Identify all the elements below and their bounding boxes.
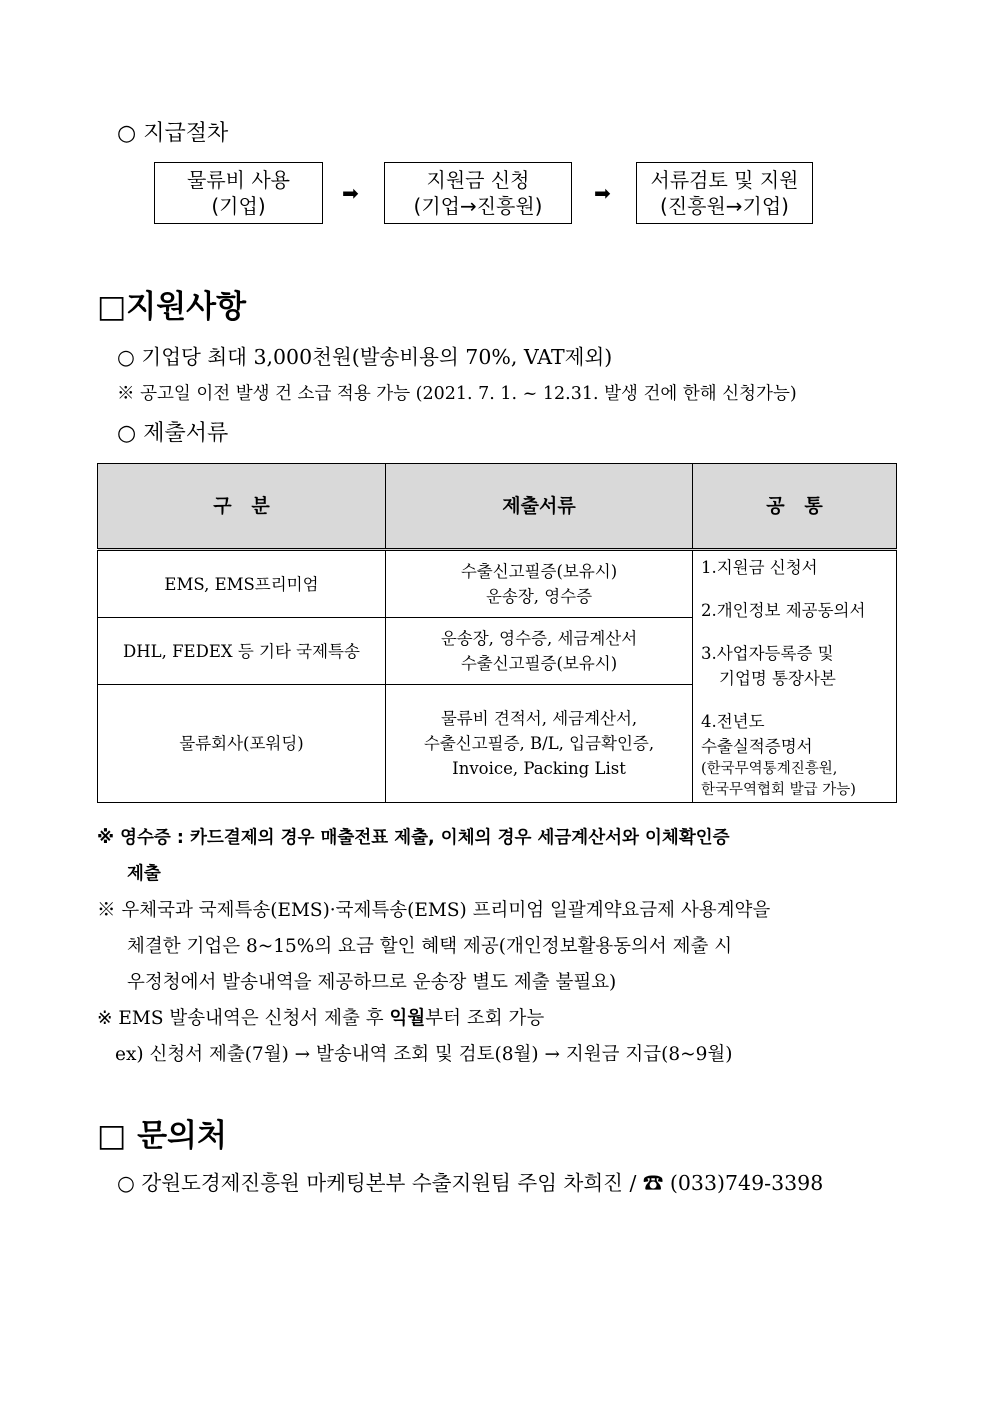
flow-step-label: 서류검토 및 지원 [650,168,799,192]
support-heading: □지원사항 [97,289,247,325]
header-documents: 제출서류 [386,464,693,550]
ems-contract-note-cont: 우정청에서 발송내역을 제공하므로 운송장 별도 제출 불필요) [127,972,617,993]
common-item: (한국무역통계진흥원, [701,761,838,777]
document-line: 수출신고필증(보유시) [460,562,618,581]
ems-history-bold: 익월 [389,1008,426,1029]
flow-arrow-icon: ➡ [342,181,359,205]
receipt-note: ※ 영수증 : 카드결제의 경우 매출전표 제출, 이체의 경우 세금계산서와 이체확인증 [97,828,730,848]
header-category: 구 분 [98,464,386,550]
document-line: Invoice, Packing List [452,759,626,778]
common-item: 한국무역협회 발급 가능) [701,782,856,798]
document-line: 운송장, 영수증 [485,587,593,606]
flow-step-usage [154,162,323,224]
flow-step-apply [384,162,572,224]
flow-step-sub: (기업→진흥원) [413,194,543,218]
docs-title: ○ 제출서류 [117,421,229,446]
documents-cell [386,685,693,803]
contact-line: ○ 강원도경제진흥원 마케팅본부 수출지원팀 주임 차희진 / ☎ (033)749-3398 [117,1171,824,1195]
ems-history-text: 부터 조회 가능 [425,1008,545,1029]
ems-history-text: ※ EMS 발송내역은 신청서 제출 후 [97,1008,390,1029]
category-cell: DHL, FEDEX 등 기타 국제특송 [98,618,386,685]
flow-arrow-icon: ➡ [594,181,611,205]
document-line: 운송장, 영수증, 세금계산서 [440,629,638,648]
ems-contract-note-cont: 체결한 기업은 8~15%의 요금 할인 혜택 제공(개인정보활용동의서 제출 시 [127,936,733,957]
flow-step-review [636,162,813,224]
documents-cell [386,618,693,685]
flow-step-sub: (기업) [211,194,266,218]
header-common: 공 통 [693,464,897,550]
support-max-amount: ○ 기업당 최대 3,000천원(발송비용의 70%, VAT제외) [117,345,613,369]
common-item: 3.사업자등록증 및 [701,644,834,663]
flow-step-label: 지원금 신청 [426,168,530,192]
retroactive-note: ※ 공고일 이전 발생 건 소급 적용 가능 (2021. 7. 1. ~ 12.31. 발생 건에 한해 신청가능) [117,384,797,404]
document-line: 수출신고필증, B/L, 입금확인증, [423,734,655,753]
ems-contract-note: ※ 우체국과 국제특송(EMS)·국제특송(EMS) 프리미엄 일괄계약요금제 사용계약을 [97,900,771,921]
common-item: 수출실적증명서 [701,737,813,756]
table-row [98,550,897,618]
category-cell: 물류회사(포워딩) [98,685,386,803]
document-line: 물류비 견적서, 세금계산서, [440,709,638,728]
common-item: 4.전년도 [701,712,765,731]
flow-step-label: 물류비 사용 [187,168,290,192]
receipt-note-cont: 제출 [127,864,161,884]
common-documents-cell [693,550,897,803]
contact-heading: □ 문의처 [97,1118,227,1154]
documents-cell [386,550,693,618]
document-line: 수출신고필증(보유시) [460,654,618,673]
common-item: 기업명 통장사본 [719,669,836,688]
common-item: 2.개인정보 제공동의서 [701,601,866,620]
documents-table [97,463,897,803]
example-timeline: ex) 신청서 제출(7월) → 발송내역 조회 및 검토(8월) → 지원금 지급(8~9월) [115,1044,733,1065]
common-item: 1.지원금 신청서 [701,558,818,577]
procedure-title: ○ 지급절차 [117,121,229,146]
ems-history-note [97,1004,544,1030]
category-cell: EMS, EMS프리미엄 [98,550,386,618]
table-header-row [98,464,897,550]
flow-step-sub: (진흥원→기업) [660,194,789,218]
